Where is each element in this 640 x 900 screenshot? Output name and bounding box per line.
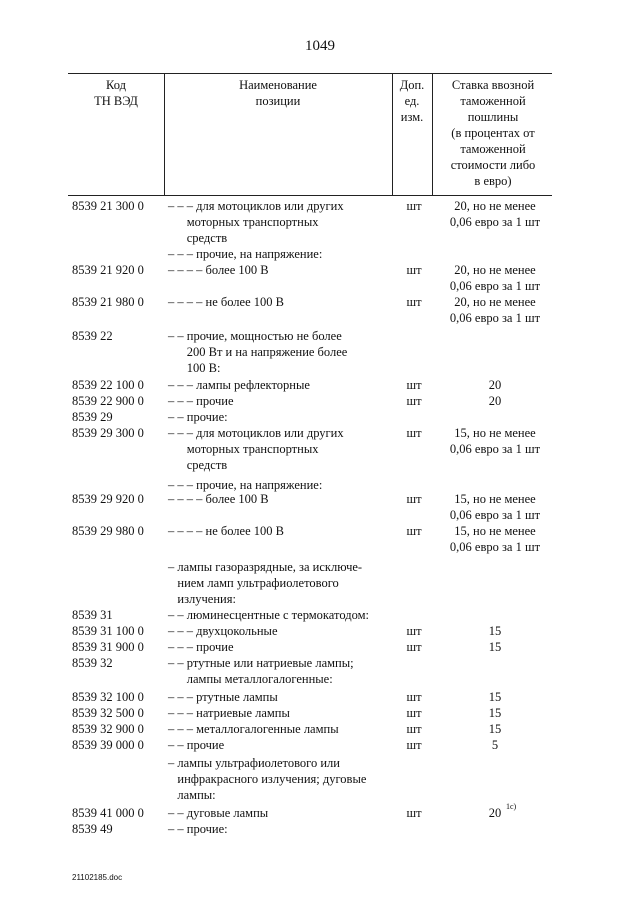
row-rate: 20 (488, 394, 502, 408)
row-name: – – – прочие, на напряжение: (168, 478, 323, 492)
row-code: 8539 32 100 0 (72, 690, 144, 704)
row-unit: шт (406, 624, 422, 638)
row-code: 8539 21 300 0 (72, 199, 144, 213)
row-unit: шт (406, 378, 422, 392)
row-unit: шт (406, 690, 422, 704)
row-name: – – ртутные или натриевые лампы; лампы металлогалогенные: (168, 656, 354, 686)
row-name: – – прочие: (168, 410, 228, 424)
row-code: 8539 31 100 0 (72, 624, 144, 638)
row-name: – – – лампы рефлекторные (168, 378, 310, 392)
row-rate: 15 (488, 706, 502, 720)
row-rate: 5 (491, 738, 499, 752)
row-unit: шт (406, 524, 422, 538)
row-rate: 15 (488, 690, 502, 704)
row-name: – – – двухцокольные (168, 624, 278, 638)
row-name: – лампы газоразрядные, за исключе- нием ламп ультрафиолетового излучения: (168, 560, 363, 606)
row-unit: шт (406, 640, 422, 654)
row-name: – лампы ультрафиолетового или инфракрасного излучения; дуговые лампы: (168, 756, 367, 802)
row-code: 8539 29 980 0 (72, 524, 144, 538)
row-rate: 20, но не менее 0,06 евро за 1 шт (449, 295, 541, 325)
row-code: 8539 31 900 0 (72, 640, 144, 654)
row-code: 8539 29 (72, 410, 113, 424)
row-rate: 20, но не менее 0,06 евро за 1 шт (449, 199, 541, 229)
row-unit: шт (406, 426, 422, 440)
row-code: 8539 29 920 0 (72, 492, 144, 506)
row-unit: шт (406, 706, 422, 720)
row-name: – – – – более 100 В (168, 492, 269, 506)
row-unit: шт (406, 263, 422, 277)
row-name: – – прочие (168, 738, 225, 752)
row-name: – – – металлогалогенные лампы (168, 722, 339, 736)
header-code: Код ТН ВЭД (94, 78, 138, 108)
row-name: – – – для мотоциклов или других моторных транспортных средств (168, 426, 344, 472)
row-rate: 15 (488, 722, 502, 736)
file-name: 21102185.doc (72, 873, 123, 882)
row-rate: 20, но не менее 0,06 евро за 1 шт (449, 263, 541, 293)
header-unit: Доп. ед. изм. (399, 78, 425, 124)
row-name: – – – ртутные лампы (168, 690, 278, 704)
row-code: 8539 22 900 0 (72, 394, 144, 408)
row-name: – – – – более 100 В (168, 263, 269, 277)
row-rate: 15 (488, 624, 502, 638)
row-name: – – – прочие (168, 394, 234, 408)
row-name: – – – – не более 100 В (168, 295, 284, 309)
row-unit: шт (406, 738, 422, 752)
row-code: 8539 21 980 0 (72, 295, 144, 309)
row-code: 8539 29 300 0 (72, 426, 144, 440)
row-code: 8539 39 000 0 (72, 738, 144, 752)
row-name: – – прочие, мощностью не более 200 Вт и на напряжение более 100 В: (168, 329, 348, 375)
row-name: – – люминесцентные с термокатодом: (168, 608, 369, 622)
row-unit: шт (406, 295, 422, 309)
row-code: 8539 31 (72, 608, 113, 622)
row-unit: шт (406, 492, 422, 506)
row-rate: 15 (488, 640, 502, 654)
row-code: 8539 22 100 0 (72, 378, 144, 392)
row-name: – – – прочие (168, 640, 234, 654)
row-unit: шт (406, 806, 422, 820)
row-rate: 15, но не менее 0,06 евро за 1 шт (449, 426, 541, 456)
row-name: – – – прочие, на напряжение: (168, 247, 323, 261)
table-top-rule (68, 73, 552, 74)
row-unit: шт (406, 394, 422, 408)
header-bottom-rule (68, 195, 552, 196)
header-rate: Ставка ввозной таможенной пошлины (в процентах от таможенной стоимости либо в евро) (450, 78, 536, 188)
row-code: 8539 49 (72, 822, 113, 836)
row-unit: шт (406, 199, 422, 213)
row-code: 8539 41 000 0 (72, 806, 144, 820)
row-name: – – – для мотоциклов или других моторных транспортных средств (168, 199, 344, 245)
row-name: – – дуговые лампы (168, 806, 269, 820)
row-code: 8539 22 (72, 329, 113, 343)
page-number: 1049 (305, 38, 335, 54)
row-name: – – – – не более 100 В (168, 524, 284, 538)
row-rate: 15, но не менее 0,06 евро за 1 шт (449, 524, 541, 554)
row-unit: шт (406, 722, 422, 736)
row-code: 8539 32 (72, 656, 113, 670)
row-code: 8539 21 920 0 (72, 263, 144, 277)
row-code: 8539 32 900 0 (72, 722, 144, 736)
row-code: 8539 32 500 0 (72, 706, 144, 720)
row-rate: 20 (488, 806, 502, 820)
row-name: – – прочие: (168, 822, 228, 836)
row-rate: 15, но не менее 0,06 евро за 1 шт (449, 492, 541, 522)
row-name: – – – натриевые лампы (168, 706, 290, 720)
row-rate: 20 (488, 378, 502, 392)
header-name: Наименование позиции (239, 78, 317, 108)
